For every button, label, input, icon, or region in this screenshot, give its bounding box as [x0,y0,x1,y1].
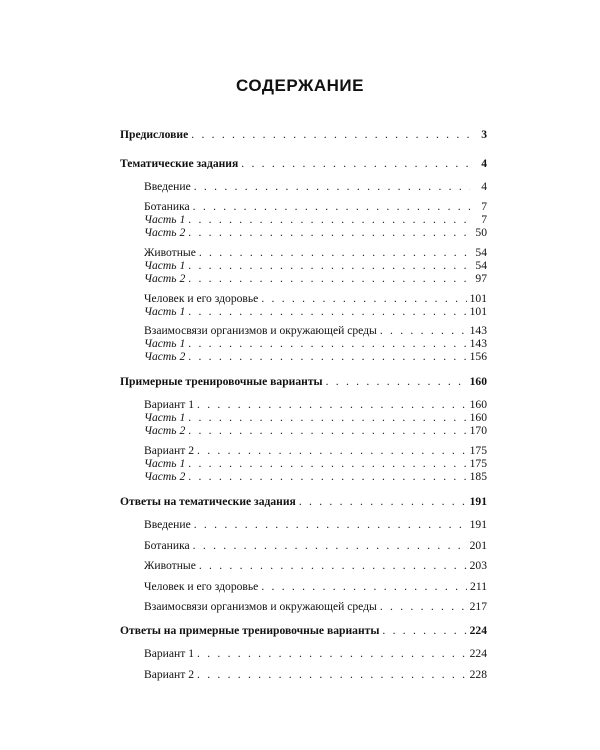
toc-entry[interactable] [144,226,487,240]
toc-entry[interactable] [120,624,487,638]
dot-leader [326,375,467,389]
dot-leader [191,128,470,142]
dot-leader [188,411,466,425]
toc-entry-label: Ответы на примерные тренировочные варианты [120,624,380,637]
dot-leader [194,518,467,532]
toc-entry-label: Ботаника [144,200,190,213]
toc-entry-page: 7 [481,200,487,213]
dot-leader [380,324,467,338]
toc-entry-page: 160 [469,398,487,411]
dot-leader [197,668,467,682]
dot-leader [199,246,470,260]
toc-entry-page: 156 [469,350,487,363]
toc-entry-page: 3 [481,128,487,141]
toc-entry-label: Часть 2 [144,470,186,483]
dot-leader [197,398,467,412]
toc-entry-label: Животные [144,246,196,259]
toc-entry[interactable] [144,444,487,458]
toc-entry[interactable] [120,128,487,142]
toc-entry-label: Часть 2 [144,226,186,239]
toc-entry[interactable] [144,580,487,594]
toc-entry-page: 211 [470,580,487,593]
toc-entry-label: Введение [144,180,191,193]
toc-entry[interactable] [144,180,487,194]
toc-entry-page: 101 [469,305,487,318]
toc-entry-page: 170 [469,424,487,437]
toc-entry[interactable] [144,200,487,214]
toc-entry-page: 175 [469,457,487,470]
toc-entry-label: Часть 1 [144,457,186,470]
toc-entry-page: 143 [469,337,487,350]
toc-entry[interactable] [144,398,487,412]
toc-entry-label: Часть 1 [144,213,186,226]
toc-entry-page: 191 [469,518,487,531]
toc-entry[interactable] [144,350,487,364]
dot-leader [261,292,466,306]
dot-leader [382,624,466,638]
dot-leader [194,180,470,194]
dot-leader [188,350,466,364]
toc-entry-page: 185 [469,470,487,483]
toc-entry-label: Вариант 1 [144,647,194,660]
dot-leader [193,539,467,553]
toc-entry-label: Часть 2 [144,424,186,437]
dot-leader [261,580,467,594]
dot-leader [197,647,467,661]
toc-entry[interactable] [144,324,487,338]
toc-entry-page: 4 [481,157,487,170]
toc-entry-label: Животные [144,559,196,572]
toc-entry-page: 191 [469,495,487,508]
toc-entry[interactable] [144,411,487,425]
toc-entry[interactable] [144,305,487,319]
dot-leader [188,337,466,351]
toc-entry-label: Человек и его здоровье [144,580,259,593]
toc-entry[interactable] [144,518,487,532]
dot-leader [193,200,470,214]
toc-entry[interactable] [144,559,487,573]
toc-entry-page: 217 [469,600,487,613]
toc-entry-page: 201 [469,539,487,552]
toc-entry[interactable] [144,424,487,438]
toc-entry-label: Часть 1 [144,337,186,350]
toc-entry-page: 54 [475,246,487,259]
toc-entry-label: Взаимосвязи организмов и окружающей среды [144,600,377,613]
toc-entry-label: Часть 2 [144,350,186,363]
dot-leader [299,495,467,509]
toc-entry-label: Часть 2 [144,272,186,285]
toc-entry-page: 224 [469,624,487,637]
toc-entry-label: Вариант 2 [144,668,194,681]
dot-leader [188,226,470,240]
dot-leader [188,259,470,273]
toc-entry[interactable] [144,668,487,682]
toc-entry[interactable] [120,157,487,171]
toc-entry[interactable] [144,259,487,273]
dot-leader [188,272,470,286]
dot-leader [197,444,467,458]
toc-entry-page: 203 [469,559,487,572]
toc-entry-label: Тематические задания [120,157,239,170]
toc-entry[interactable] [120,375,487,389]
toc-entry-page: 143 [469,324,487,337]
toc-entry-page: 50 [475,226,487,239]
dot-leader [188,457,466,471]
toc-entry-label: Часть 1 [144,411,186,424]
toc-entry-page: 97 [475,272,487,285]
toc-entry[interactable] [144,292,487,306]
toc-entry[interactable] [144,470,487,484]
toc-entry-page: 160 [469,375,487,388]
toc-entry-page: 228 [469,668,487,681]
toc-entry[interactable] [144,457,487,471]
toc-entry-label: Введение [144,518,191,531]
toc-entry-label: Вариант 2 [144,444,194,457]
toc-entry-label: Примерные тренировочные варианты [120,375,323,388]
toc-entry-label: Часть 1 [144,259,186,272]
toc-entry[interactable] [144,600,487,614]
toc-entry[interactable] [144,213,487,227]
toc-entry-page: 54 [475,259,487,272]
toc-entry-page: 7 [481,213,487,226]
toc-entry-label: Часть 1 [144,305,186,318]
toc-entry[interactable] [144,246,487,260]
toc-entry-label: Взаимосвязи организмов и окружающей среды [144,324,377,337]
toc-entry[interactable] [144,337,487,351]
toc-entry-label: Человек и его здоровье [144,292,259,305]
dot-leader [188,305,466,319]
toc-entry-page: 101 [469,292,487,305]
dot-leader [188,424,466,438]
toc-entry-page: 175 [469,444,487,457]
toc-entry-label: Ответы на тематические задания [120,495,296,508]
toc-entry-page: 160 [469,411,487,424]
toc-entry-label: Предисловие [120,128,189,141]
toc-entry-page: 224 [469,647,487,660]
toc-entry[interactable] [120,495,487,509]
dot-leader [380,600,467,614]
toc-entry[interactable] [144,272,487,286]
page-title: СОДЕРЖАНИЕ [236,76,364,95]
toc-entry[interactable] [144,647,487,661]
toc-entry[interactable] [144,539,487,553]
toc-entry-label: Ботаника [144,539,190,552]
dot-leader [188,470,466,484]
dot-leader [188,213,470,227]
toc-entry-label: Вариант 1 [144,398,194,411]
dot-leader [241,157,470,171]
toc-entry-page: 4 [481,180,487,193]
dot-leader [199,559,467,573]
